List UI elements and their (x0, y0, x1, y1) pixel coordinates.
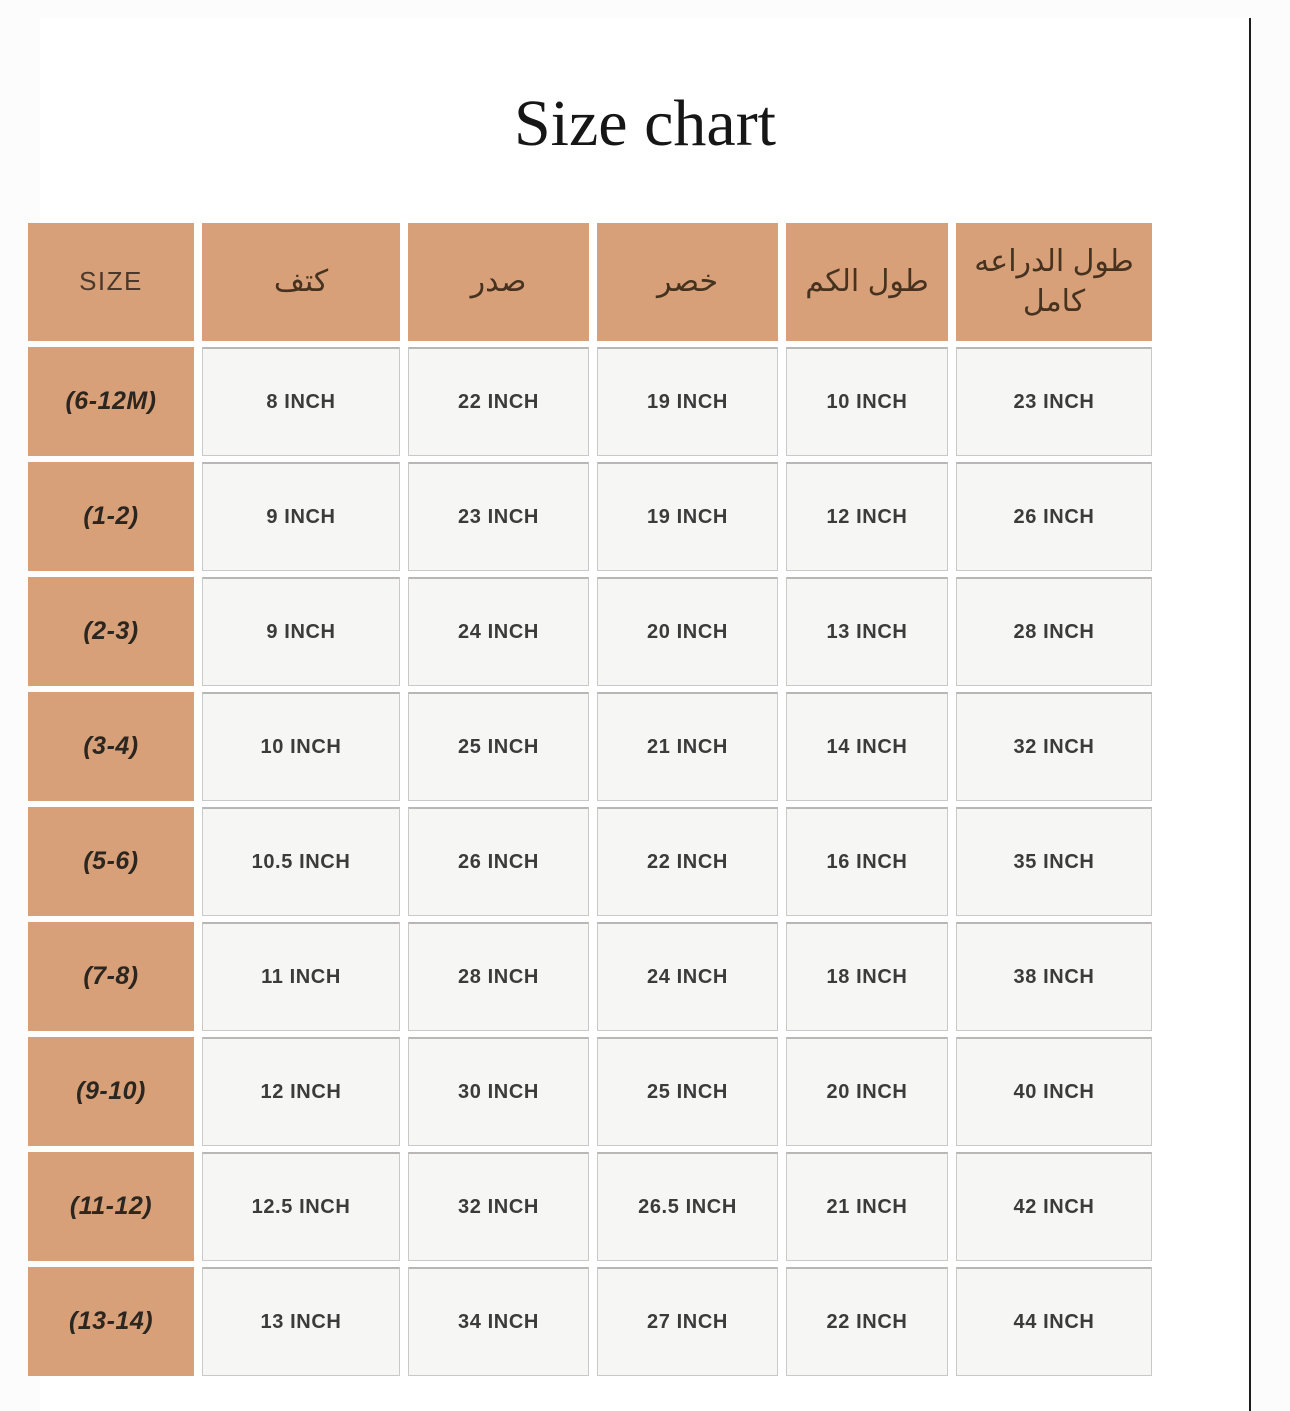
measurement-cell: 42 INCH (956, 1152, 1152, 1261)
measurement-cell: 21 INCH (597, 692, 778, 801)
measurement-cell: 10.5 INCH (202, 807, 400, 916)
measurement-cell: 22 INCH (597, 807, 778, 916)
measurement-cell: 8 INCH (202, 347, 400, 456)
measurement-cell: 28 INCH (956, 577, 1152, 686)
measurement-cell: 22 INCH (786, 1267, 948, 1376)
measurement-cell: 32 INCH (956, 692, 1152, 801)
measurement-cell: 10 INCH (786, 347, 948, 456)
measurement-cell: 26 INCH (408, 807, 589, 916)
measurement-cell: 16 INCH (786, 807, 948, 916)
size-cell: (11-12) (28, 1152, 194, 1261)
measurement-cell: 30 INCH (408, 1037, 589, 1146)
column-header-shoulder: كتف (202, 223, 400, 341)
measurement-cell: 23 INCH (956, 347, 1152, 456)
measurement-cell: 24 INCH (408, 577, 589, 686)
measurement-cell: 38 INCH (956, 922, 1152, 1031)
column-header-full-arm-length: طول الدراعه كامل (956, 223, 1152, 341)
measurement-cell: 26.5 INCH (597, 1152, 778, 1261)
measurement-cell: 20 INCH (597, 577, 778, 686)
measurement-cell: 19 INCH (597, 347, 778, 456)
measurement-cell: 21 INCH (786, 1152, 948, 1261)
measurement-cell: 24 INCH (597, 922, 778, 1031)
size-cell: (3-4) (28, 692, 194, 801)
measurement-cell: 25 INCH (597, 1037, 778, 1146)
column-header-sleeve-length: طول الكم (786, 223, 948, 341)
column-header-size: SIZE (28, 223, 194, 341)
size-table (28, 223, 1152, 1376)
page-edge-line (1249, 18, 1251, 1411)
measurement-cell: 19 INCH (597, 462, 778, 571)
measurement-cell: 12 INCH (202, 1037, 400, 1146)
measurement-cell: 40 INCH (956, 1037, 1152, 1146)
measurement-cell: 23 INCH (408, 462, 589, 571)
column-header-chest: صدر (408, 223, 589, 341)
measurement-cell: 28 INCH (408, 922, 589, 1031)
measurement-cell: 20 INCH (786, 1037, 948, 1146)
measurement-cell: 44 INCH (956, 1267, 1152, 1376)
size-cell: (6-12M) (28, 347, 194, 456)
measurement-cell: 27 INCH (597, 1267, 778, 1376)
measurement-cell: 12.5 INCH (202, 1152, 400, 1261)
size-cell: (5-6) (28, 807, 194, 916)
measurement-cell: 13 INCH (202, 1267, 400, 1376)
measurement-cell: 10 INCH (202, 692, 400, 801)
measurement-cell: 14 INCH (786, 692, 948, 801)
measurement-cell: 25 INCH (408, 692, 589, 801)
measurement-cell: 26 INCH (956, 462, 1152, 571)
measurement-cell: 11 INCH (202, 922, 400, 1031)
measurement-cell: 32 INCH (408, 1152, 589, 1261)
measurement-cell: 35 INCH (956, 807, 1152, 916)
measurement-cell: 9 INCH (202, 462, 400, 571)
size-cell: (9-10) (28, 1037, 194, 1146)
measurement-cell: 22 INCH (408, 347, 589, 456)
size-cell: (13-14) (28, 1267, 194, 1376)
measurement-cell: 18 INCH (786, 922, 948, 1031)
measurement-cell: 9 INCH (202, 577, 400, 686)
measurement-cell: 34 INCH (408, 1267, 589, 1376)
size-cell: (2-3) (28, 577, 194, 686)
size-cell: (1-2) (28, 462, 194, 571)
size-cell: (7-8) (28, 922, 194, 1031)
measurement-cell: 12 INCH (786, 462, 948, 571)
measurement-cell: 13 INCH (786, 577, 948, 686)
column-header-waist: خصر (597, 223, 778, 341)
page-title: Size chart (513, 87, 777, 161)
